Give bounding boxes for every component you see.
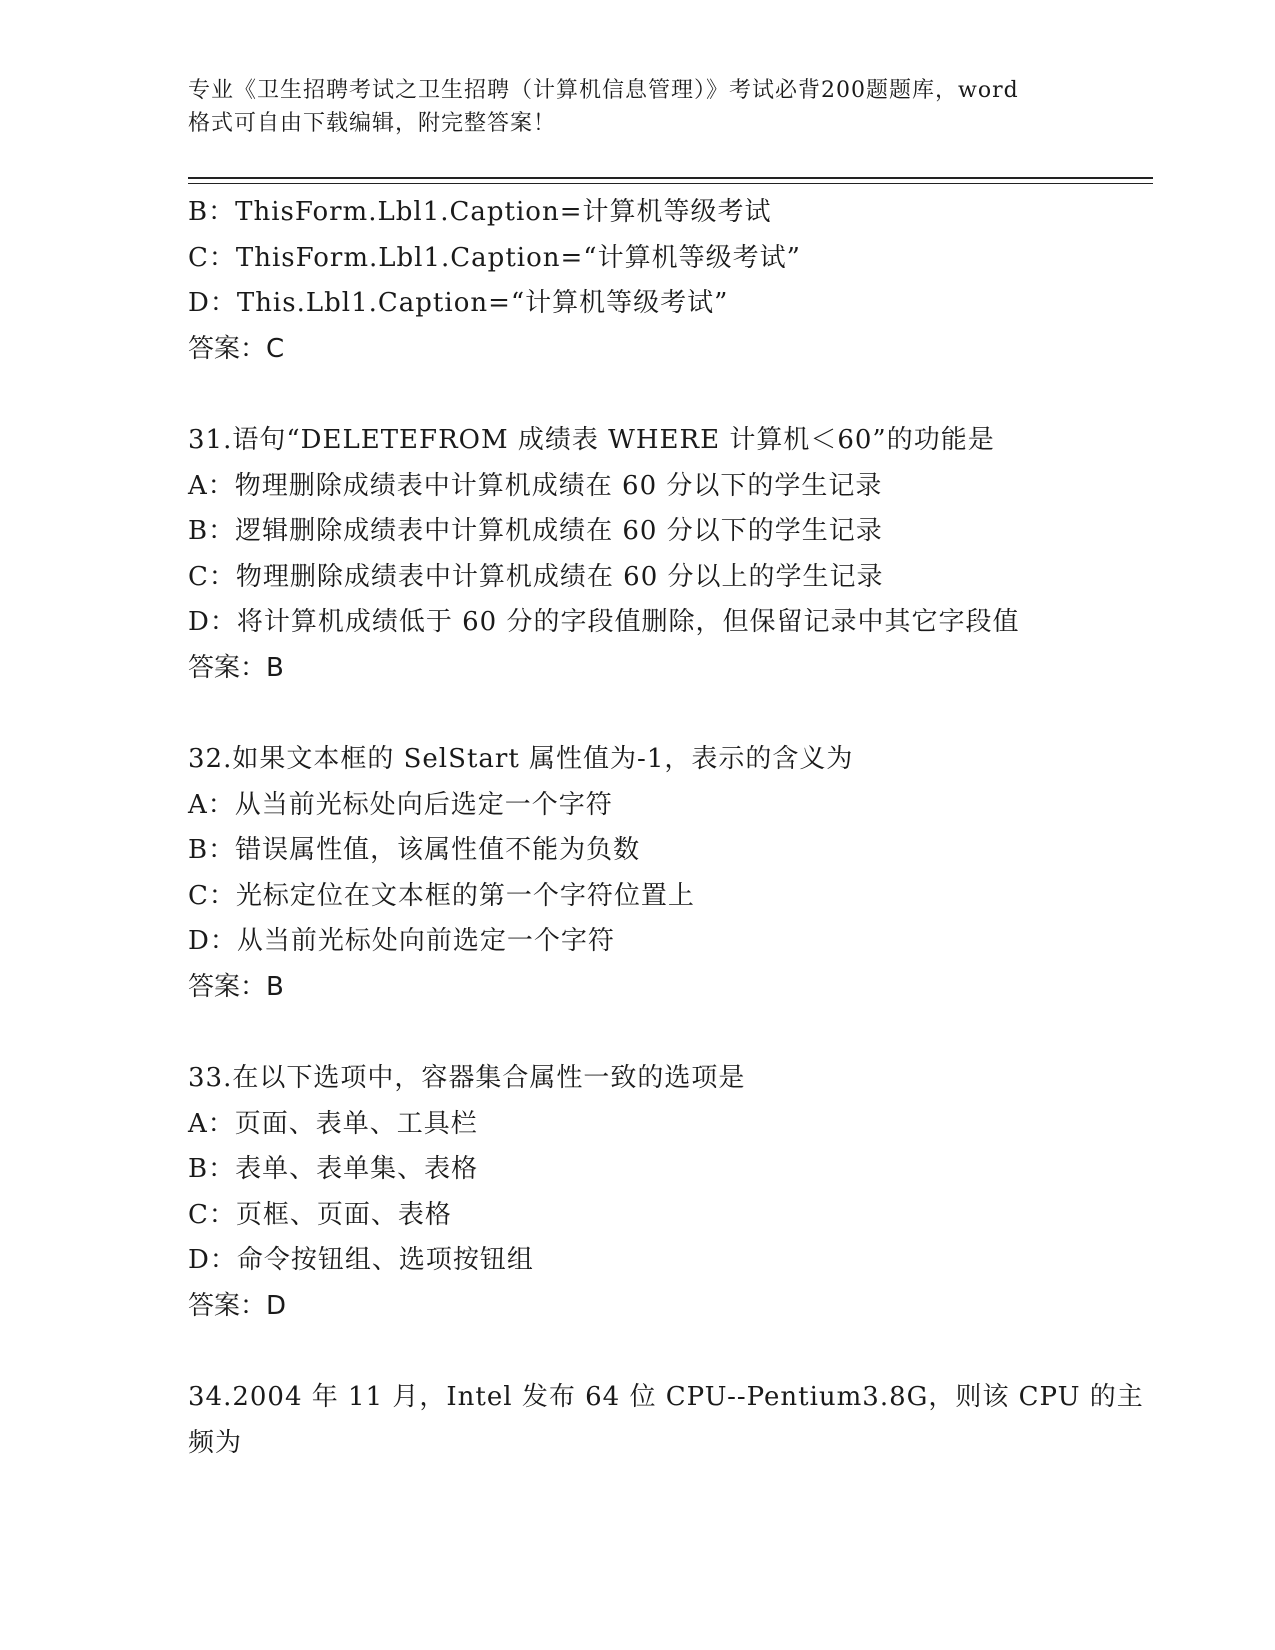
spacer — [188, 1329, 1088, 1375]
header-rule-thick — [188, 177, 1153, 179]
answer: 答案：B — [188, 971, 284, 1002]
question-text: 31.语句“DELETEFROM 成绩表 WHERE 计算机＜60”的功能是 — [188, 425, 995, 455]
option-a: A：物理删除成绩表中计算机成绩在 60 分以下的学生记录 — [188, 470, 883, 501]
option-d: D：从当前光标处向前选定一个字符 — [188, 926, 615, 956]
document-header — [188, 74, 1088, 140]
option-c: C：光标定位在文本框的第一个字符位置上 — [188, 880, 695, 911]
option-d: D：命令按钮组、选项按钮组 — [188, 1245, 534, 1275]
option-c: C：ThisForm.Lbl1.Caption=“计算机等级考试” — [188, 242, 801, 273]
option-b: B：表单、表单集、表格 — [188, 1154, 479, 1184]
spacer — [188, 1010, 1088, 1056]
option-d: D：This.Lbl1.Caption=“计算机等级考试” — [188, 288, 729, 318]
option-a: A：从当前光标处向后选定一个字符 — [188, 789, 613, 820]
header-title-line-1: 专业《卫生招聘考试之卫生招聘（计算机信息管理）》考试必背200题题库，word — [188, 78, 1019, 103]
question-32 — [188, 737, 1088, 1010]
header-title-line-2: 格式可自由下载编辑，附完整答案！ — [188, 111, 557, 136]
option-b: B：ThisForm.Lbl1.Caption=计算机等级考试 — [188, 197, 772, 227]
option-b: B：逻辑删除成绩表中计算机成绩在 60 分以下的学生记录 — [188, 516, 883, 546]
option-c: C：页框、页面、表格 — [188, 1199, 452, 1230]
question-34 — [188, 1375, 1144, 1466]
question-text-line-1: 34.2004 年 11 月，Intel 发布 64 位 CPU--Pentium3.8G，则该 CPU 的主 — [188, 1382, 1144, 1412]
question-30 — [188, 190, 1088, 372]
option-c: C：物理删除成绩表中计算机成绩在 60 分以上的学生记录 — [188, 561, 884, 592]
option-d: D：将计算机成绩低于 60 分的字段值删除，但保留记录中其它字段值 — [188, 607, 1020, 637]
answer: 答案：B — [188, 652, 284, 683]
answer: 答案：D — [188, 1290, 287, 1321]
spacer — [188, 691, 1088, 737]
question-31 — [188, 418, 1088, 691]
question-text-line-2: 频为 — [188, 1427, 243, 1458]
answer: 答案：C — [188, 333, 285, 364]
question-text: 32.如果文本框的 SelStart 属性值为-1，表示的含义为 — [188, 744, 854, 774]
header-rule-thin — [188, 183, 1153, 184]
option-a: A：页面、表单、工具栏 — [188, 1108, 478, 1139]
spacer — [188, 372, 1088, 418]
question-list — [188, 190, 1144, 1466]
option-b: B：错误属性值，该属性值不能为负数 — [188, 835, 641, 865]
question-33 — [188, 1056, 1088, 1329]
question-text: 33.在以下选项中，容器集合属性一致的选项是 — [188, 1063, 746, 1093]
